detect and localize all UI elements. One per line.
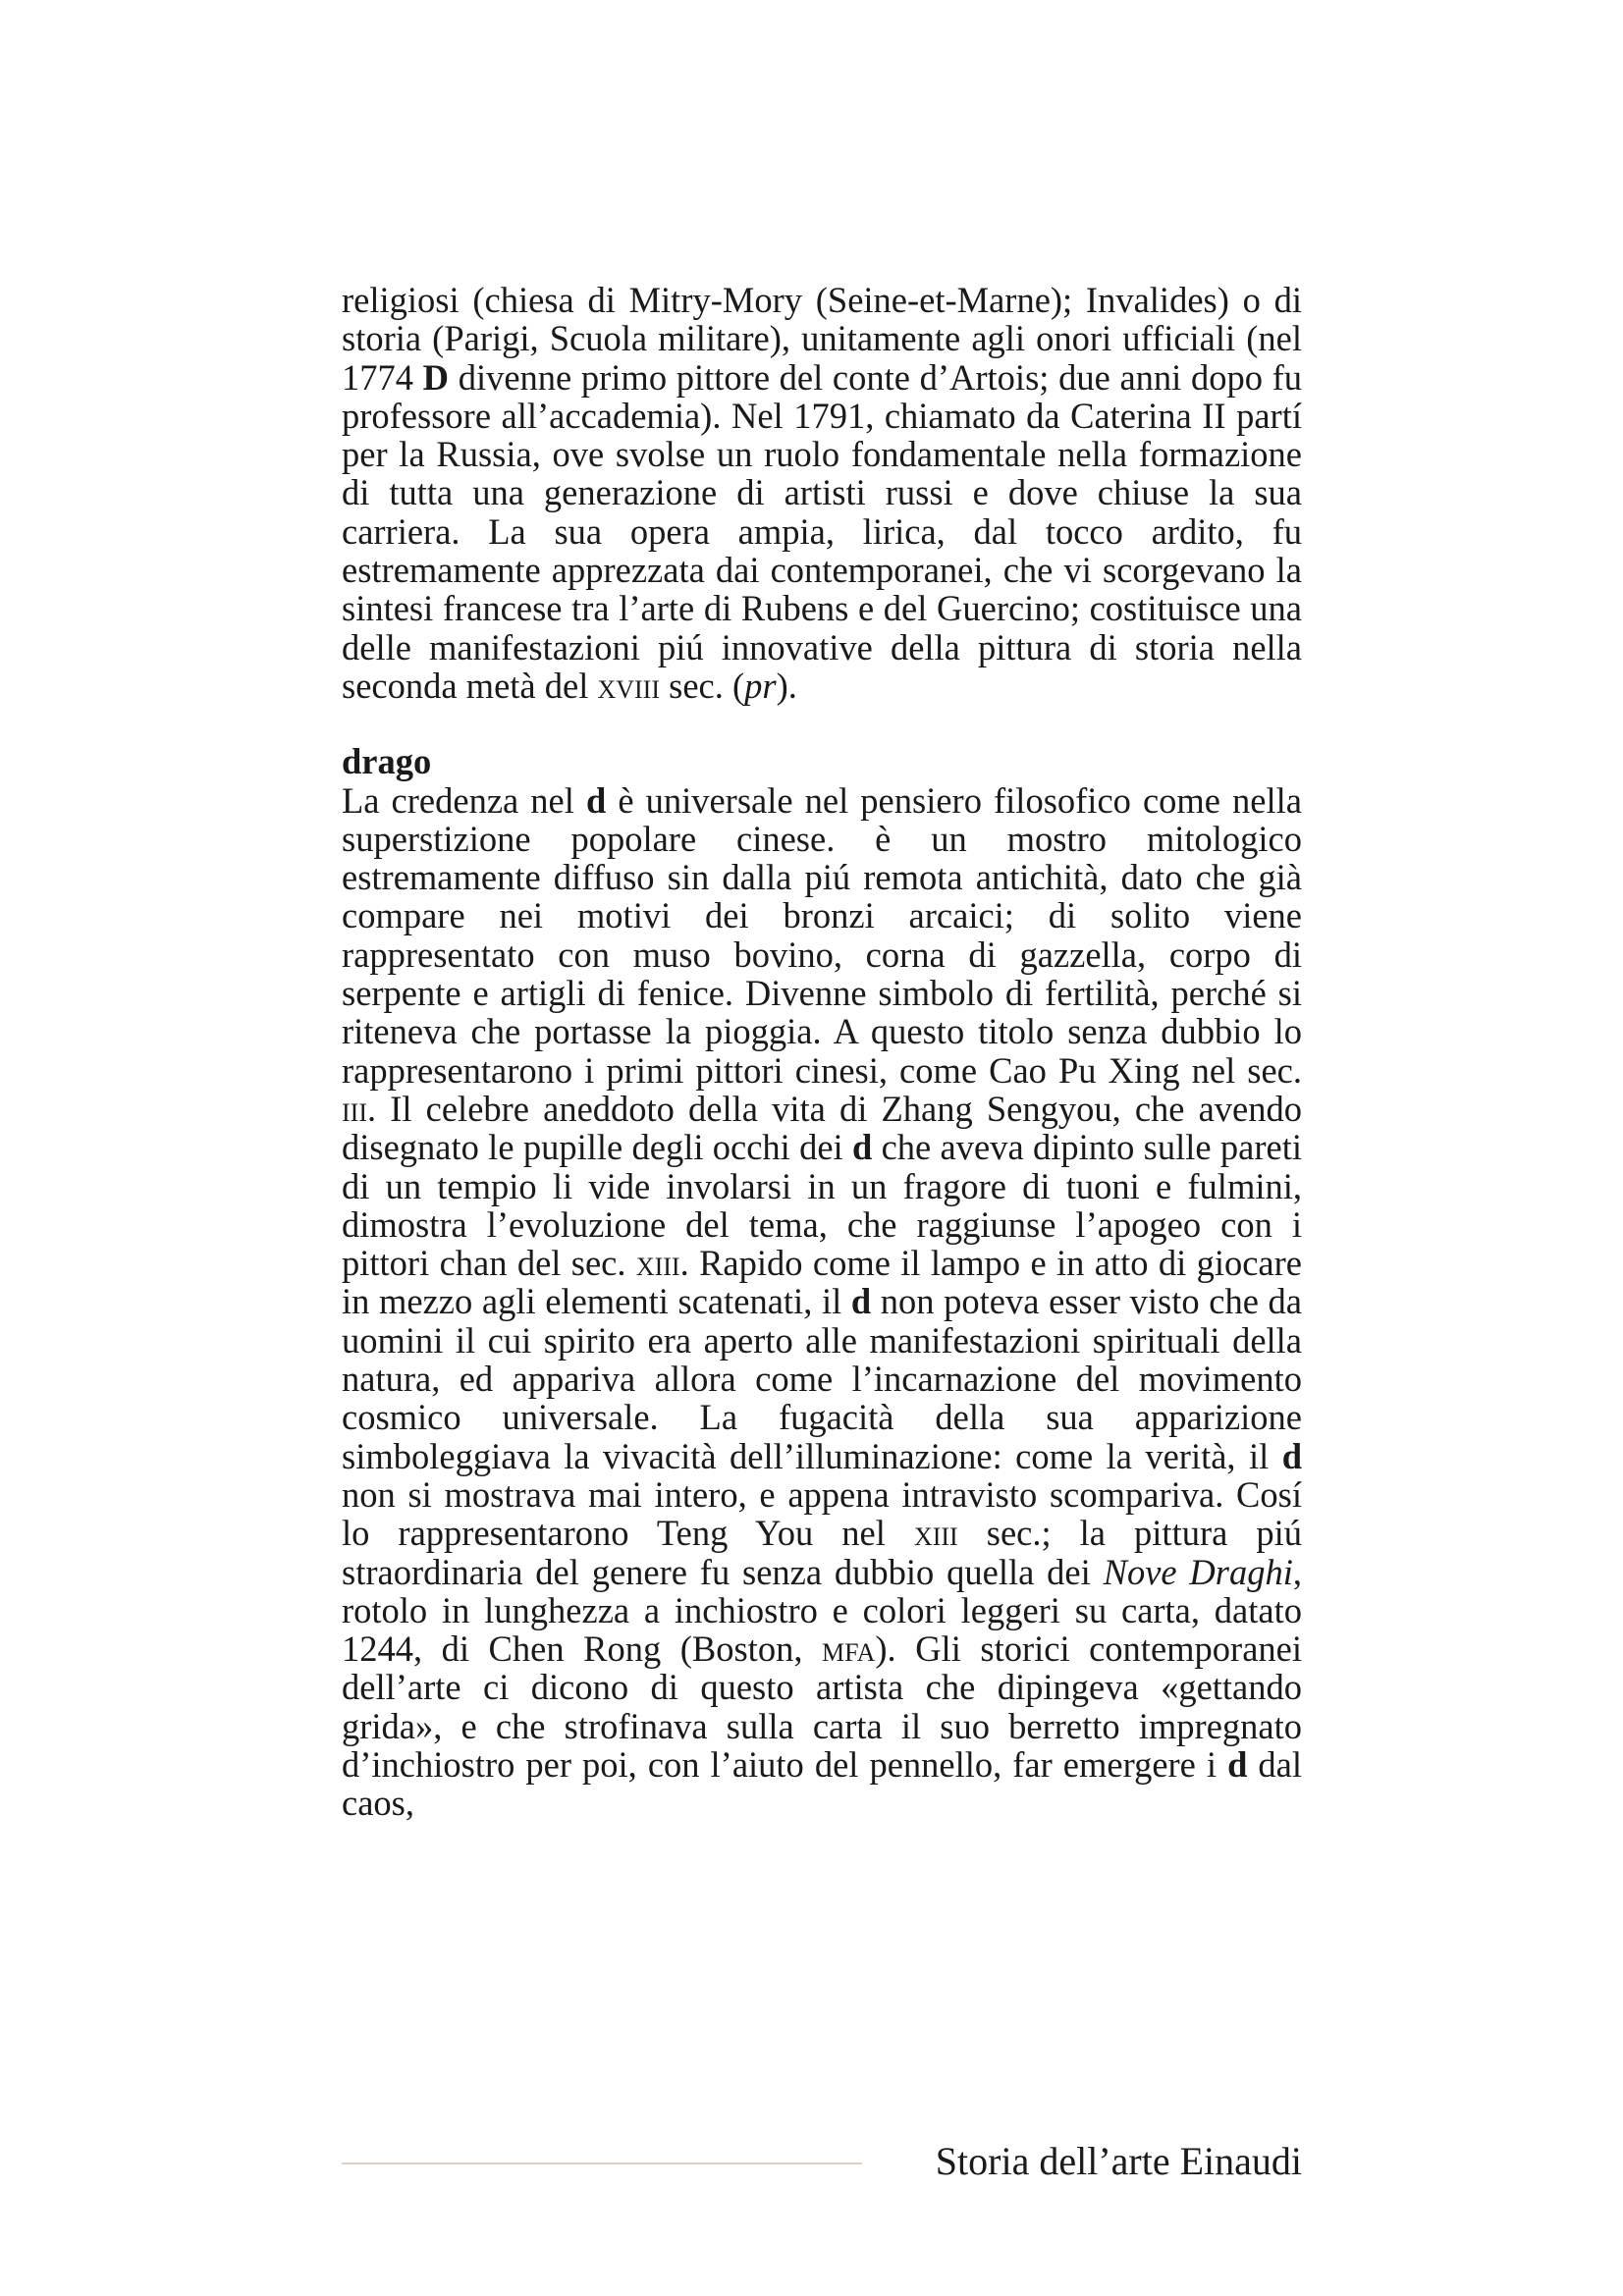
text-run: dal caos,	[342, 1743, 1303, 1824]
entry-heading-drago: drago	[342, 741, 432, 782]
century-numeral: xiii	[913, 1513, 958, 1554]
entry-abbreviation: D	[422, 356, 450, 398]
text-run: non si mostrava mai intero, e appena intravisto scompariva. Cosí lo rappresentarono Teng You nel	[342, 1473, 1302, 1554]
century-numeral: iii	[342, 1088, 367, 1129]
text-run: ). Gli storici contemporanei dell’arte ci dicono di questo artista che dipingeva «gettando grida», e che strofinava sulla carta il suo berretto impregnato d’inchiostro per poi, con l’aiuto del pennello, far emergere i	[342, 1629, 1302, 1785]
footer-rule	[342, 2163, 862, 2164]
entry-abbreviation: d	[1227, 1743, 1248, 1785]
text-run: religiosi (chiesa di Mitry-Mory (Seine-et-Marne); Invalides) o di storia (Parigi, Scuola militare), unitamente agli onori ufficiali (nel 1774	[342, 280, 1302, 398]
artwork-title: Nove Draghi	[1103, 1551, 1293, 1592]
century-numeral: xviii	[597, 665, 660, 706]
text-run: . Il celebre aneddoto della vita di Zhang Sengyou, che avendo disegnato le pupille degli occhi dei	[342, 1088, 1302, 1168]
text-run: divenne primo pittore del conte d’Artois; due anni dopo fu professore all’accademia). Nel 1791, chiamato da Caterina II partí per la Russia, ove svolse un ruolo fondamentale nella formazione di tutta una generazione di artisti russi e dove chiuse la sua carriera. La sua opera ampia, lirica, dal tocco ardito, fu estremamente apprezzata dai contemporanei, che vi scorgevano la sintesi francese tra l’arte di Rubens e del Guercino; costituisce una delle manifestazioni piú innovative della pittura di storia nella seconda metà del	[342, 356, 1303, 706]
entry-abbreviation: d	[850, 1281, 872, 1322]
text-run: che aveva dipinto sulle pareti di un tempio li vide involarsi in un fragore di tuoni e fulmini, dimostra l’evoluzione del tema, che raggiunse l’apogeo con i pittori chan del sec.	[342, 1127, 1302, 1284]
entry-continuation-paragraph	[342, 281, 1302, 705]
author-initials: pr	[744, 665, 777, 706]
text-run: La credenza nel	[342, 779, 586, 821]
text-run: ).	[776, 665, 797, 706]
text-run: sec. (	[660, 665, 745, 706]
drago-entry-paragraph	[342, 781, 1302, 1823]
page-body	[342, 281, 1302, 1823]
entry-abbreviation: d	[585, 779, 607, 821]
century-numeral: xiii	[635, 1243, 680, 1284]
text-run: non poteva esser visto che da uomini il cui spirito era aperto alle manifestazioni spirituali della natura, ed appariva allora come l’incarnazione del movimento cosmico universale. La fugacità della sua apparizione simboleggiava la vivacità dell’illuminazione: come la verità, il	[342, 1281, 1302, 1476]
museum-abbreviation: mfa	[821, 1629, 876, 1670]
entry-abbreviation: d	[1281, 1435, 1302, 1476]
text-run: è universale nel pensiero filosofico come nella superstizione popolare cinese. è un mostro mitologico estremamente diffuso sin dalla piú remota antichità, dato che già compare nei motivi dei bronzi arcaici; di solito viene rappresentato con muso bovino, corna di gazzella, corpo di serpente e artigli di fenice. Divenne simbolo di fertilità, perché si riteneva che portasse la pioggia. A questo titolo senza dubbio lo rappresentarono i primi pittori cinesi, come Cao Pu Xing nel sec.	[342, 779, 1302, 1091]
text-run: . Rapido come il lampo e in atto di giocare in mezzo agli elementi scatenati, il	[342, 1243, 1302, 1322]
footer-title: Storia dell’arte Einaudi	[935, 2139, 1302, 2183]
text-run: sec.; la pittura piú straordinaria del genere fu senza dubbio quella dei	[342, 1513, 1302, 1592]
entry-abbreviation: d	[852, 1127, 873, 1168]
text-run: , rotolo in lunghezza a inchiostro e colori leggeri su carta, datato 1244, di Chen Rong (Boston,	[342, 1551, 1303, 1670]
